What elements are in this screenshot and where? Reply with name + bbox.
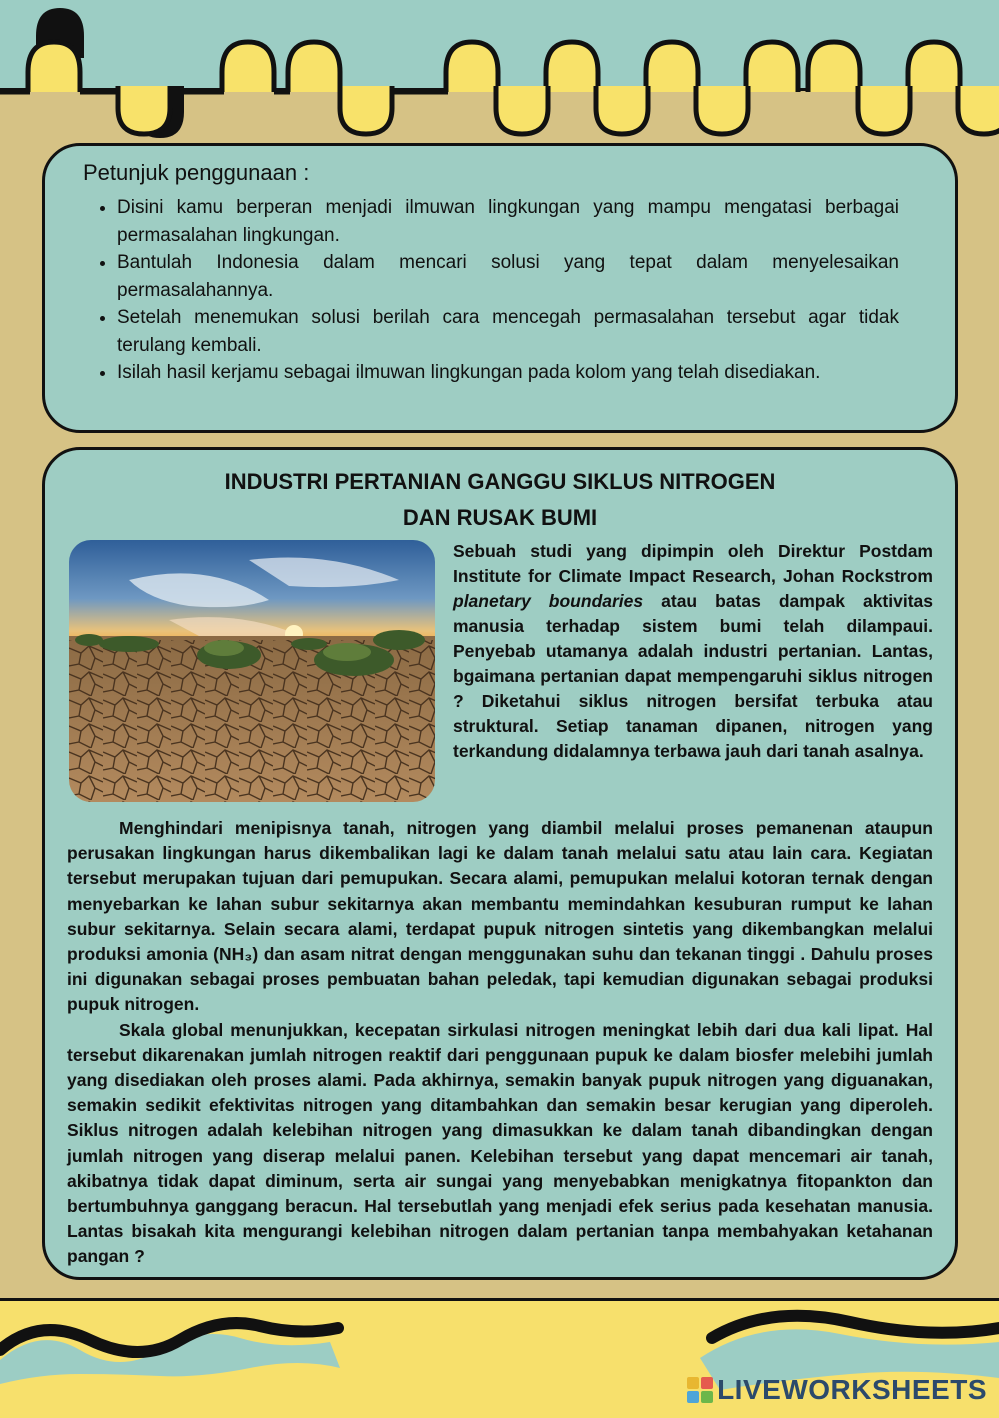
instruction-item: • Setelah menemukan solusi berilah cara mencegah permasalahan tersebut agar tidak terulang kembali. — [117, 304, 899, 359]
article-panel — [42, 447, 958, 1280]
liveworksheets-wordmark: LIVEWORKSHEETS — [717, 1374, 987, 1405]
article-body — [67, 816, 933, 1270]
instruction-item: • Disini kamu berperan menjadi ilmuwan lingkungan yang mampu mengatasi berbagai permasalahan lingkungan. — [117, 194, 899, 249]
article-paragraph: Skala global menunjukkan, kecepatan sirkulasi nitrogen meningkat lebih dari dua kali lipat. Hal tersebut dikarenakan jumlah nitrogen reaktif dari penggunaan pupuk ke dalam biosfer melebihi jumlah yang disediakan oleh proses alami. Pada akhirnya, semakin banyak pupuk nitrogen yang diguanakan, semakin sedikit efektivitas nitrogen yang ditambahkan dan semakin besar kerugian yang diperoleh. Siklus nitrogen adalah kelebihan nitrogen yang dimasukkan ke dalam tanah dibandingkan dengan jumlah nitrogen yang diserap melalui panen. Kelebihan tersebut yang dapat mencemari air tanah, akibatnya tidak dapat diminum, serta air sungai yang menyebabkan menigkatnya fitopankton dan bertumbuhnya ganggang beracun. Hal tersebutlah yang menjadi efek serius pada kesehatan manusia. Lantas bisakah kita mengurangi kelebihan nitrogen dalam pertanian tanpa membahyakan ketahanan pangan ? — [67, 1019, 933, 1267]
instruction-item: • Bantulah Indonesia dalam mencari solusi yang tepat dalam menyelesaikan permasalahannya. — [117, 249, 899, 304]
instructions-list — [93, 194, 899, 387]
article-intro — [453, 539, 933, 764]
article-title-line-1: INDUSTRI PERTANIAN GANGGU SIKLUS NITROGEN — [224, 469, 776, 494]
article-intro-text: atau batas dampak aktivitas manusia terhadap sistem bumi telah dilampaui. Penyebab utamanya adalah industri pertanian. Lantas, bgaimana pertanian dapat mempengaruhi siklus nitrogen ? Diketahui siklus nitrogen bersifat terbuka atau struktural. Setiap tanaman dipanen, nitrogen yang terkandung didalamnya terbawa jauh dari tanah asalnya. — [453, 591, 934, 761]
article-paragraph: Menghindari menipisnya tanah, nitrogen yang diambil melalui proses pemanenan ataupun perusakan lingkungan harus dikembalikan lagi ke dalam tanah melalui satu atau lain cara. Kegiatan tersebut merupakan tujuan dari pemupukan. Secara alami, pemupukan melalui kotoran ternak dengan menyebarkan ke lahan subur sekitarnya akan membantu memindahkan kesuburan rumput ke lahan subur sekitarnya. Selain secara alami, terdapat pupuk nitrogen sintetis yang dikembangkan melalui produksi amonia (NH₃) dan asam nitrat dengan menggunakan suhu dan tekanan tinggi . Dahulu proses ini digunakan sebagai proses pembuatan bahan peledak, tapi kemudian digunakan sebagai produksi pupuk nitrogen. — [67, 818, 933, 1015]
liveworksheets-logo — [687, 1373, 987, 1407]
instructions-panel — [42, 143, 958, 433]
article-title — [45, 464, 955, 536]
article-intro-term: planetary boundaries — [453, 591, 644, 611]
article-title-line-2: DAN RUSAK BUMI — [402, 505, 598, 530]
scallop-decoration — [0, 0, 999, 150]
dry-cracked-land-photo — [69, 540, 435, 802]
article-intro-text: Sebuah studi yang dipimpin oleh Direktur Postdam Institute for Climate Impact Research, Johan Rockstrom — [453, 541, 933, 586]
instruction-item: • Isilah hasil kerjamu sebagai ilmuwan lingkungan pada kolom yang telah disediakan. — [117, 359, 899, 387]
instructions-title: Petunjuk penggunaan : — [83, 160, 310, 185]
liveworksheets-mark-icon — [687, 1377, 713, 1403]
